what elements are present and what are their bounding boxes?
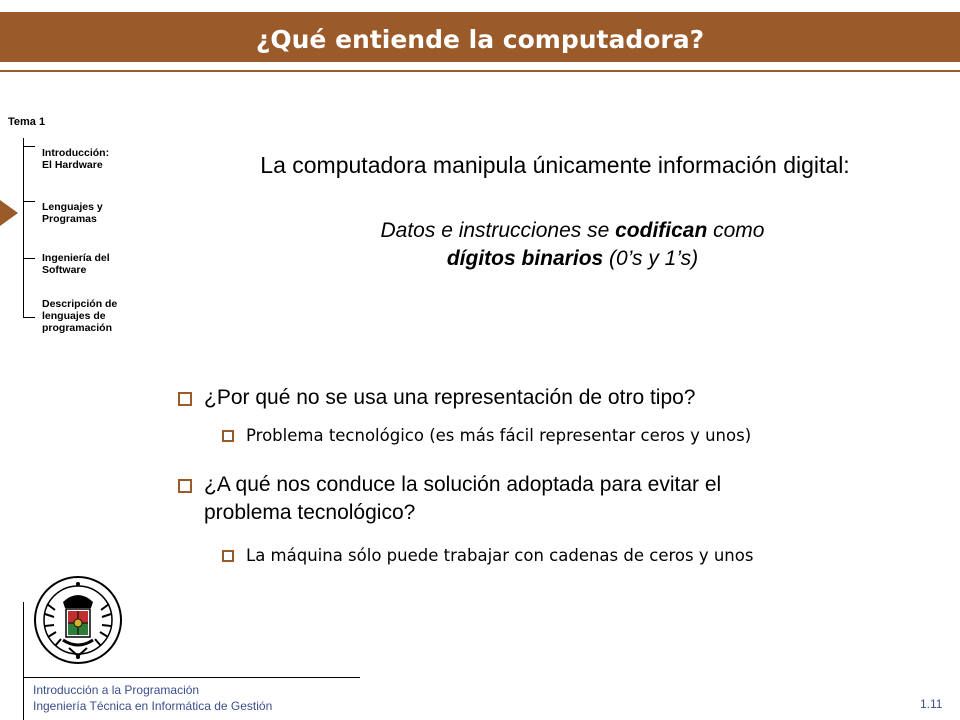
bullet-text: ¿Por qué no se usa una representación de otro tipo?	[204, 386, 696, 409]
checkbox-icon	[178, 479, 192, 493]
bullet-question-2	[178, 471, 721, 527]
bullet-text: Problema tecnológico (es más fácil representar ceros y unos)	[246, 426, 752, 445]
bullet-text: La máquina sólo puede trabajar con cadenas de ceros y unos	[246, 546, 754, 565]
sidebar-item-hardware[interactable]	[42, 147, 152, 171]
encoding-text: como	[707, 219, 765, 242]
sidebar-item-label: Introducción:	[42, 147, 110, 159]
sidebar-item-label: Lenguajes y	[42, 201, 103, 213]
sidebar-item-label: Descripción de	[42, 298, 118, 310]
sidebar-item-label: Software	[42, 264, 87, 276]
bullet-line: ¿A qué nos conduce la solución adoptada para evitar el	[204, 473, 722, 496]
sidebar-item-lenguajes[interactable]	[42, 201, 152, 225]
encoding-text: (0’s y 1’s)	[603, 247, 699, 270]
sidebar-topic: Tema 1	[8, 116, 46, 128]
footer-horizontal-line	[23, 677, 360, 678]
sidebar-tick	[23, 201, 35, 202]
sidebar-item-label: El Hardware	[42, 159, 103, 171]
bullet-answer-2	[222, 545, 753, 567]
lead-statement: La computadora manipula únicamente información digital:	[260, 152, 850, 178]
encoding-bold: dígitos binarios	[446, 247, 604, 270]
sidebar-tick	[23, 317, 35, 318]
sidebar-item-software[interactable]	[42, 252, 152, 276]
bullet-answer-1	[222, 425, 751, 447]
sidebar-tick	[23, 258, 35, 259]
checkbox-icon	[222, 550, 234, 562]
sidebar-tick	[23, 146, 35, 147]
encoding-line-2	[150, 245, 960, 273]
sidebar-item-label: programación	[42, 322, 113, 334]
sidebar-item-label: lenguajes de	[42, 310, 106, 322]
title-divider	[0, 70, 960, 72]
bullet-line: problema tecnológico?	[204, 501, 416, 524]
bullet-question-1	[178, 384, 696, 412]
encoding-statement	[150, 217, 960, 273]
encoding-bold: codifican	[615, 219, 708, 242]
encoding-text: Datos e instrucciones se	[380, 219, 616, 242]
sidebar-item-label: Ingeniería del	[42, 252, 110, 264]
encoding-line-1	[150, 217, 960, 245]
checkbox-icon	[222, 430, 234, 442]
checkbox-icon	[178, 392, 192, 406]
sidebar-item-descripcion[interactable]	[42, 298, 152, 334]
slide-title: ¿Qué entiende la computadora?	[255, 25, 705, 54]
university-seal-icon	[33, 574, 123, 666]
bullet-text	[204, 471, 721, 527]
footer-course: Introducción a la Programación	[33, 683, 200, 697]
footer-degree: Ingeniería Técnica en Informática de Gestión	[33, 699, 273, 713]
sidebar-item-label: Programas	[42, 213, 97, 225]
triangle-arrow-icon	[0, 200, 18, 226]
footer-vertical-line	[23, 602, 24, 720]
sidebar-tree-line	[23, 138, 24, 318]
page-number: 1.11	[920, 697, 943, 711]
